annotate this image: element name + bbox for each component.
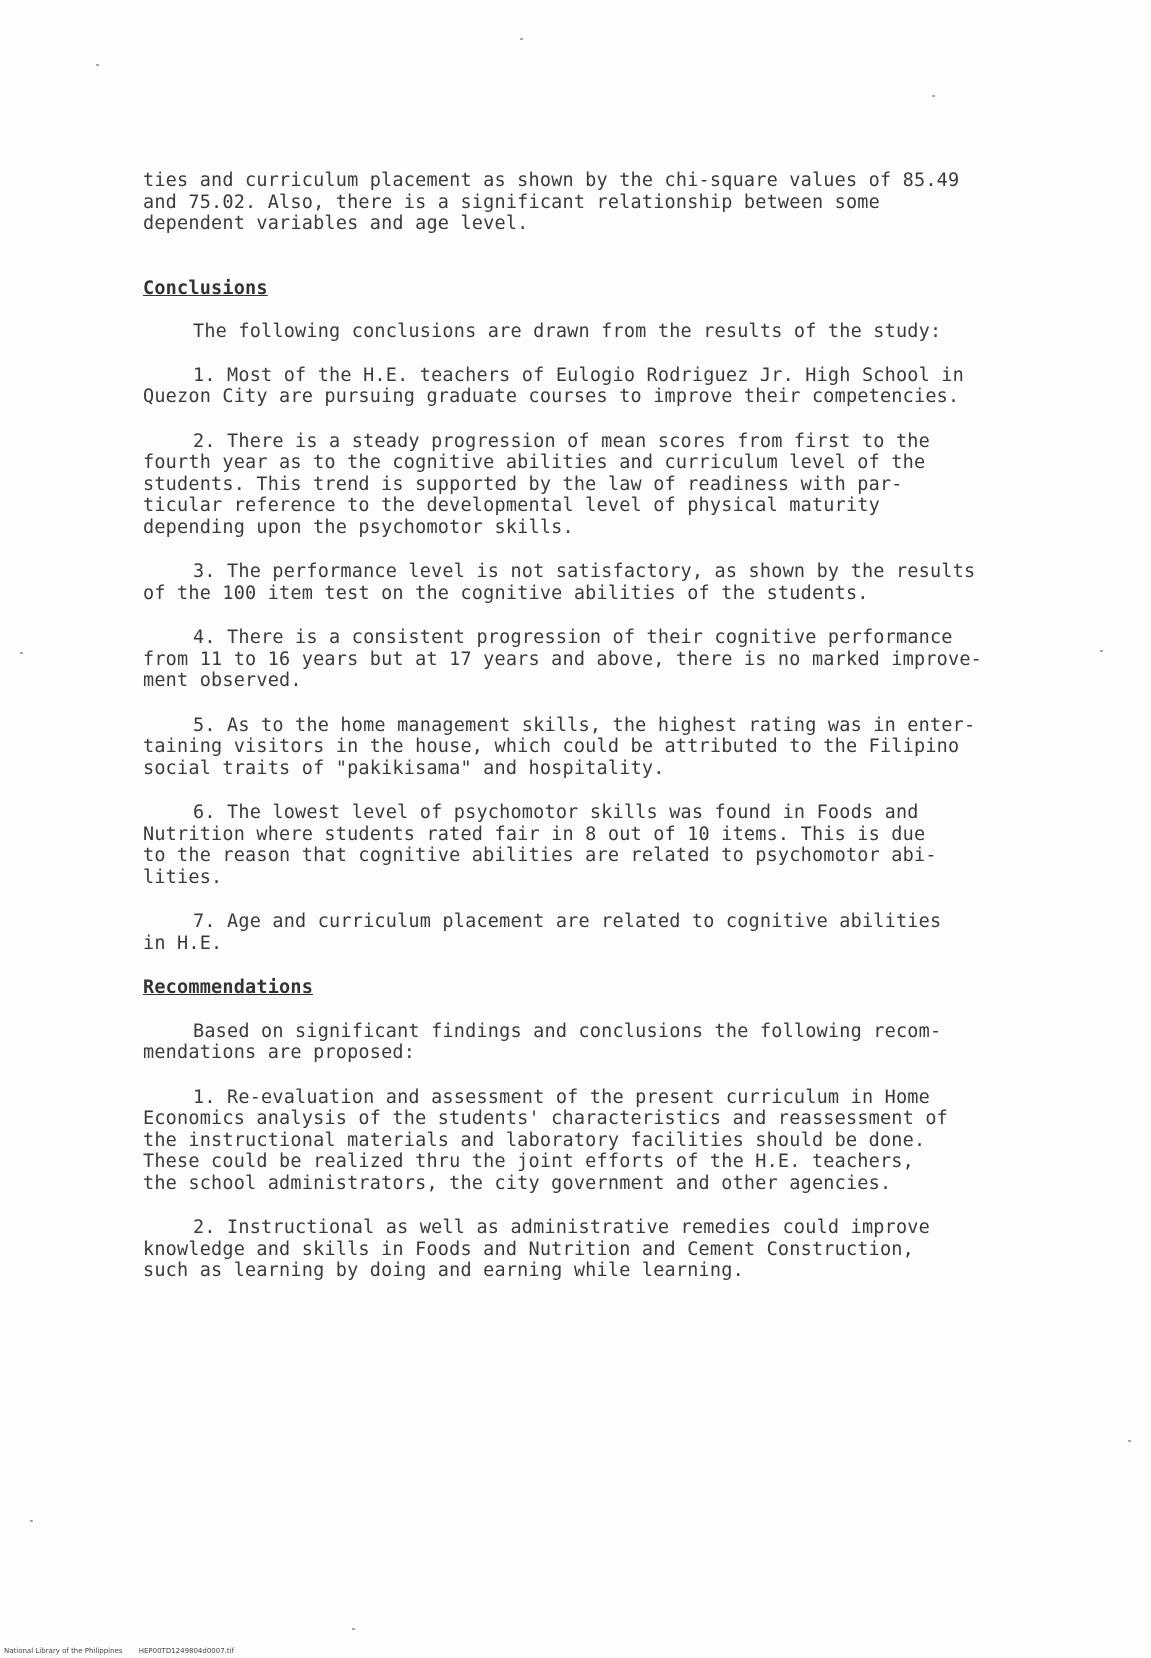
recommendation-item — [143, 1217, 1073, 1282]
conclusion-item-first-line: 6. The lowest level of psychomotor skills was found in Foods and — [193, 802, 919, 823]
conclusion-item-rest: Quezon City are pursuing graduate courses to improve their competencies. — [143, 386, 960, 407]
paper-speck — [96, 64, 99, 66]
paper-speck — [520, 38, 523, 40]
conclusion-item — [143, 715, 1073, 780]
paper-speck — [30, 1520, 33, 1522]
conclusions-lead: The following conclusions are drawn from the results of the study: — [193, 321, 942, 342]
intro-paragraph: ties and curriculum placement as shown by the chi-square values of 85.49 and 75.02. Also, there is a significant relationship between some dependent variables and age level. — [143, 170, 960, 234]
paper-speck — [932, 95, 935, 97]
conclusion-item — [143, 365, 1073, 408]
paper-speck — [352, 1628, 355, 1630]
scan-footer — [4, 1647, 248, 1656]
conclusion-item-first-line: 3. The performance level is not satisfactory, as shown by the results — [193, 561, 976, 582]
conclusions-heading: Conclusions — [143, 277, 268, 299]
conclusion-item-first-line: 7. Age and curriculum placement are related to cognitive abilities — [193, 911, 942, 932]
recommendations-lead-rest: mendations are proposed: — [143, 1042, 416, 1063]
conclusion-item — [143, 802, 1073, 888]
conclusion-item-rest: taining visitors in the house, which could be attributed to the Filipino social traits of "pakikisama" and hospitality. — [143, 736, 960, 779]
recommendation-item-first-line: 2. Instructional as well as administrative remedies could improve — [193, 1217, 930, 1238]
recommendations-lead-first-line: Based on significant findings and conclusions the following recom- — [193, 1020, 942, 1042]
recommendation-item — [143, 1087, 1073, 1195]
paper-speck — [1100, 650, 1103, 652]
paper-speck — [1128, 1440, 1131, 1442]
conclusion-item-first-line: 5. As to the home management skills, the highest rating was in enter- — [193, 714, 976, 736]
recommendation-item-rest: knowledge and skills in Foods and Nutrition and Cement Construction, such as learning by doing and earning while learning. — [143, 1238, 914, 1281]
recommendations-heading: Recommendations — [143, 977, 314, 998]
conclusion-item-first-line: 4. There is a consistent progression of their cognitive performance — [193, 627, 953, 648]
conclusion-item — [143, 561, 1073, 604]
recommendation-item-rest: Economics analysis of the students' characteristics and reassessment of the instructional materials and laboratory facilities should be done. These could be realized thru the joint efforts of the H.E. teachers, the school administrators, the city government and other agencies. — [143, 1108, 948, 1194]
conclusion-item-rest: Nutrition where students rated fair in 8 out of 10 items. This is due to the reason that cognitive abilities are related to psychomotor abi- lities. — [143, 823, 937, 888]
conclusion-item-first-line: 2. There is a steady progression of mean scores from first to the — [193, 430, 930, 452]
conclusion-item — [143, 431, 1073, 539]
conclusion-item — [143, 627, 1073, 692]
recommendations-lead — [143, 1021, 1073, 1064]
library-credit: National Library of the Philippines — [4, 1647, 123, 1655]
conclusion-item-rest: from 11 to 16 years but at 17 years and above, there is no marked improve- ment observed. — [143, 648, 983, 691]
conclusion-item-rest: fourth year as to the cognitive abilities and curriculum level of the students. This trend is supported by the law of readiness with par- ticular reference to the developmental level of physical maturity depending upon the psychomotor skills. — [143, 452, 926, 538]
conclusion-item-first-line: 1. Most of the H.E. teachers of Eulogio Rodriguez Jr. High School in — [193, 364, 964, 386]
scan-file-id: HEP00TD1249804d0007.tif — [138, 1647, 235, 1655]
conclusion-item-rest: in H.E. — [143, 932, 223, 954]
conclusion-item-rest: of the 100 item test on the cognitive abilities of the students. — [143, 582, 869, 604]
paper-speck — [20, 652, 23, 654]
document-body — [143, 170, 1073, 1282]
conclusion-item — [143, 911, 1073, 954]
recommendation-item-first-line: 1. Re-evaluation and assessment of the present curriculum in Home — [193, 1086, 930, 1108]
